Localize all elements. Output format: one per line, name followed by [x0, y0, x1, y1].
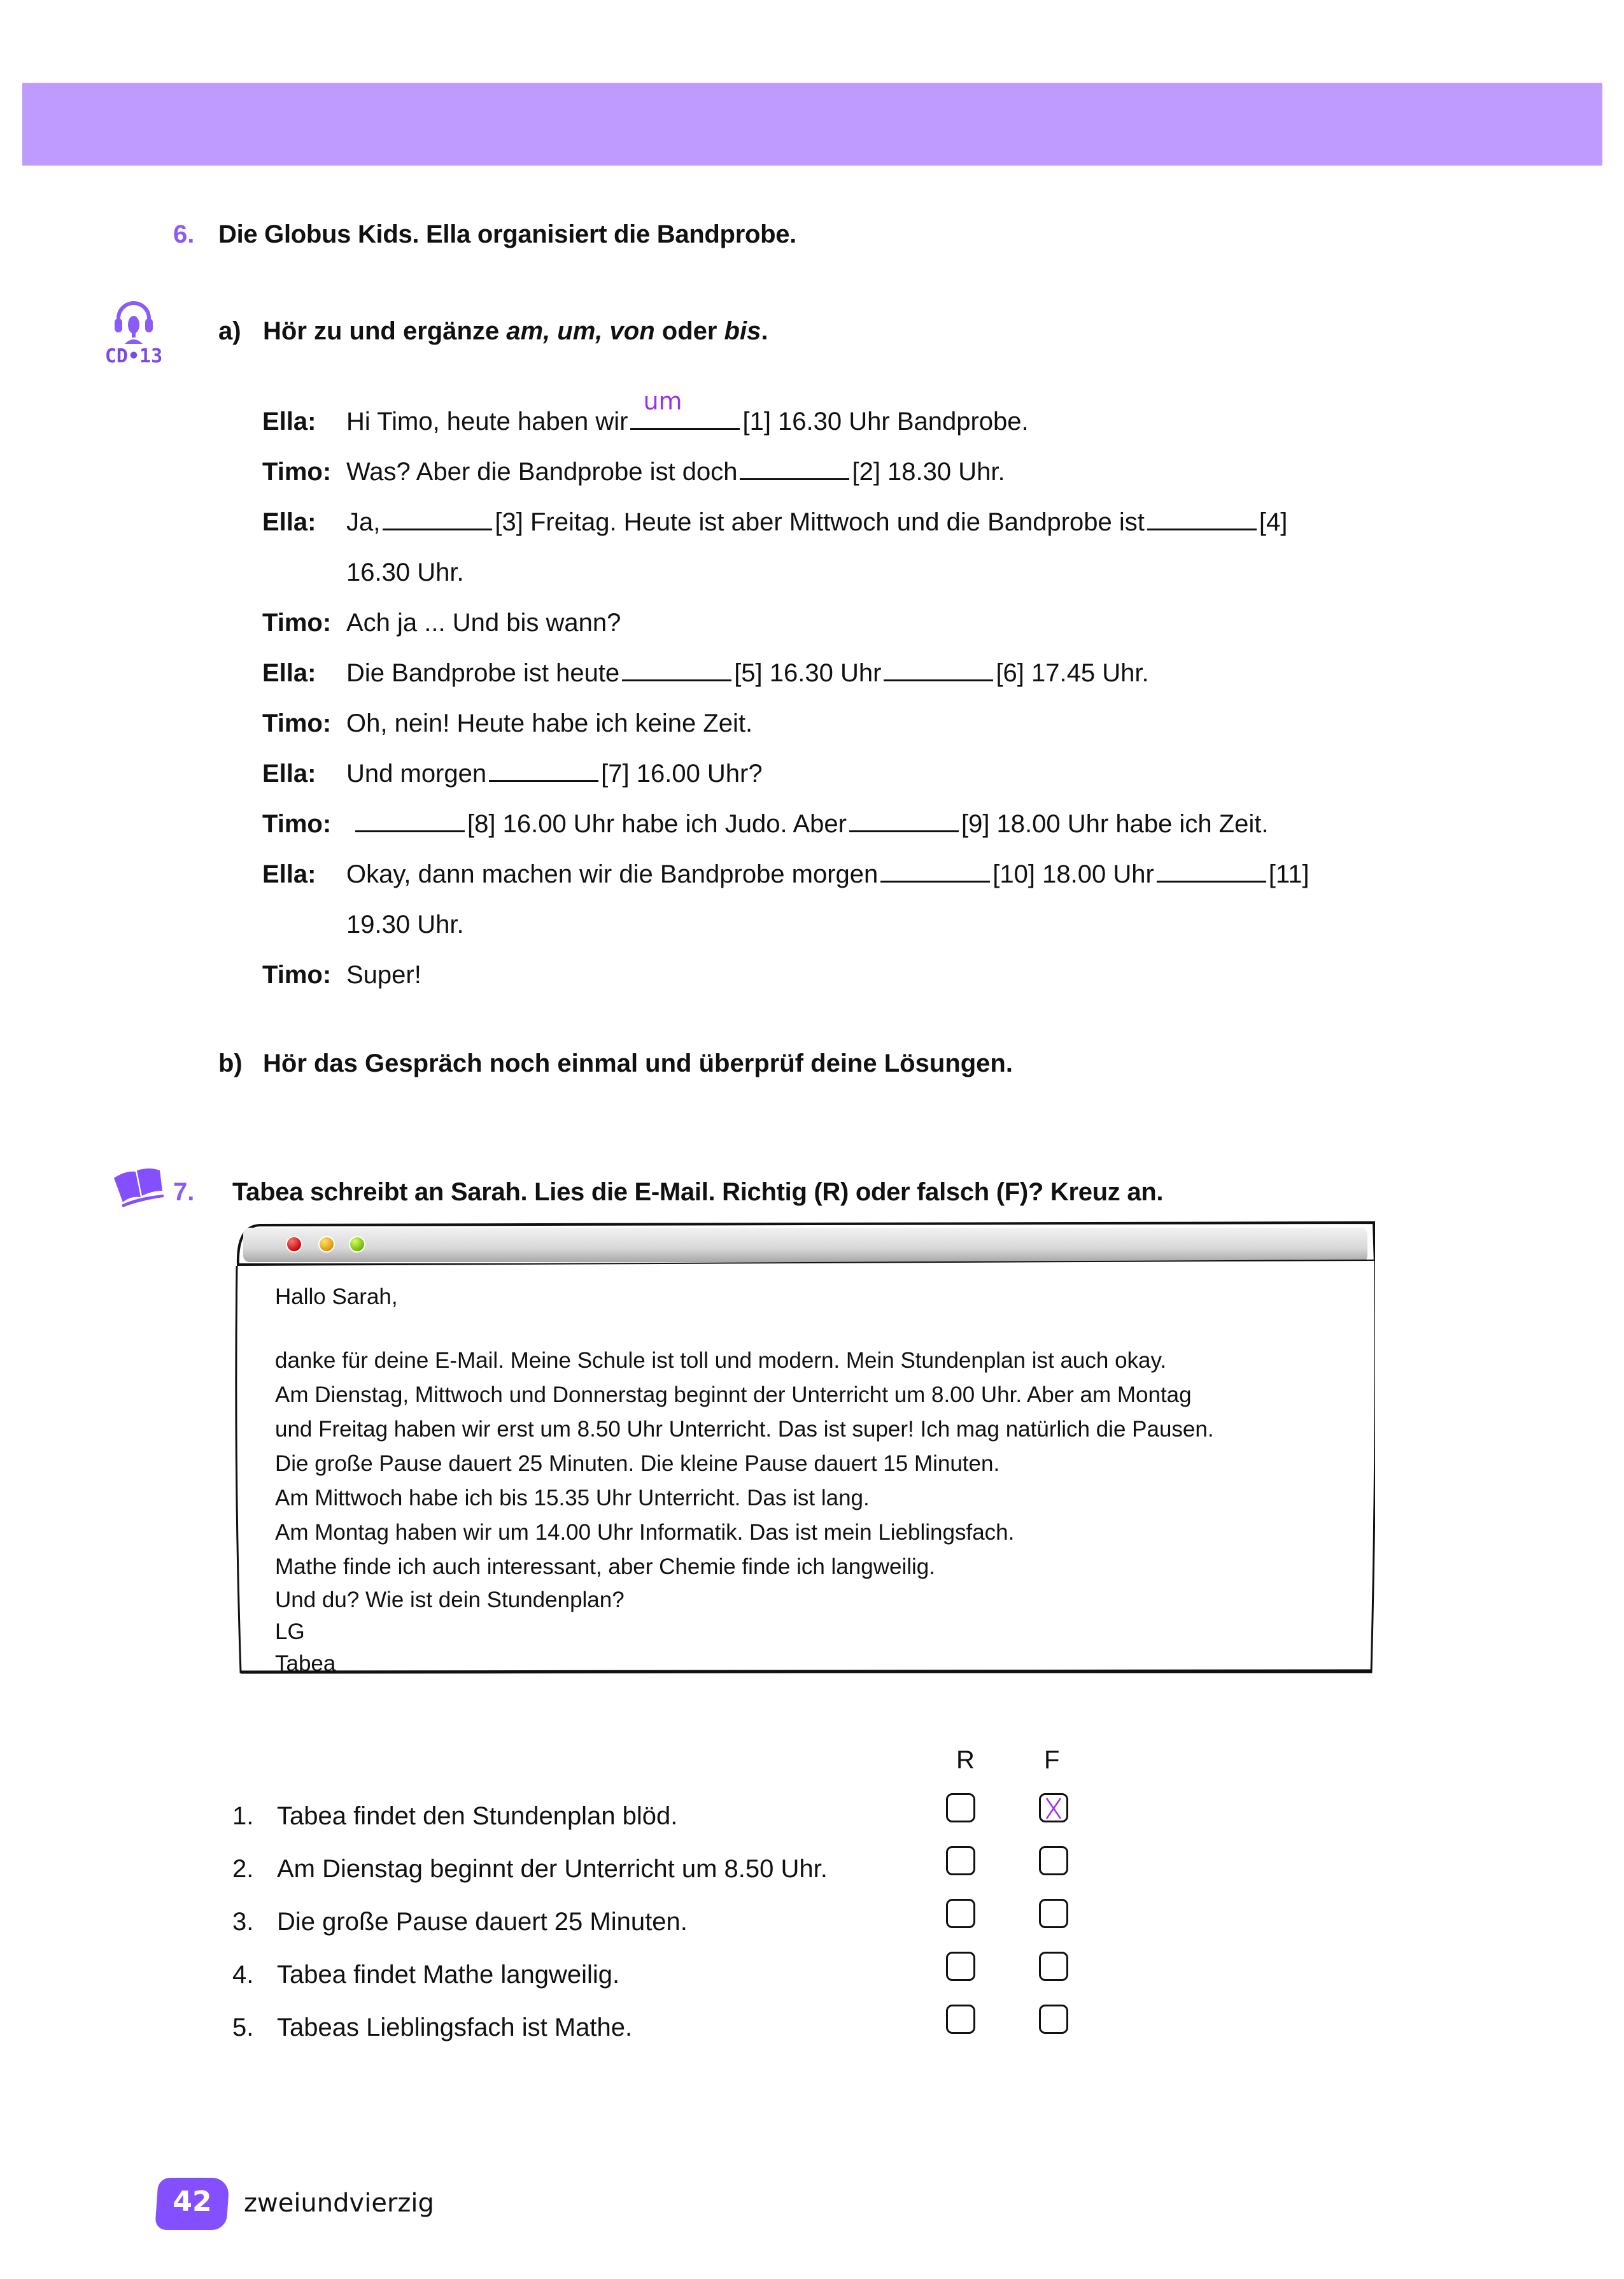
- utterance: Oh, nein! Heute habe ich keine Zeit.: [346, 709, 753, 737]
- statement-row: [232, 1855, 828, 1884]
- page-number-word: zweiundvierzig: [244, 2189, 434, 2218]
- speaker: Ella:: [262, 408, 316, 436]
- text: [9] 18.00 Uhr habe ich Zeit.: [961, 810, 1269, 838]
- statement-text: Tabea findet den Stundenplan blöd.: [277, 1802, 678, 1830]
- statement-text: Tabea findet Mathe langweilig.: [277, 1961, 620, 1989]
- column-header-falsch: F: [1044, 1746, 1060, 1774]
- gap-input-6[interactable]: [884, 660, 993, 681]
- text: [6] 17.45 Uhr.: [996, 659, 1149, 687]
- instruction-options: am, um, von: [506, 317, 655, 345]
- column-header-richtig: R: [956, 1746, 975, 1774]
- headphones-icon: [113, 299, 154, 345]
- gap-input-10[interactable]: [880, 862, 990, 883]
- exercise-6a-instruction: [218, 317, 768, 346]
- exercise-6-number: 6.: [173, 220, 195, 248]
- email-body: [275, 1280, 1214, 1680]
- statement-text: Die große Pause dauert 25 Minuten.: [277, 1908, 688, 1936]
- statement-number: 5.: [232, 2013, 254, 2041]
- email-window: [234, 1221, 1375, 1693]
- utterance: [346, 760, 763, 788]
- gap-input-7[interactable]: [489, 761, 598, 782]
- subtask-letter: b): [218, 1049, 243, 1077]
- checkbox-falsch[interactable]: [1039, 1899, 1068, 1928]
- email-line: Und du? Wie ist dein Stundenplan?: [275, 1587, 625, 1612]
- checkbox-richtig[interactable]: [946, 2005, 975, 2034]
- statement-row: [232, 1802, 677, 1831]
- exercise-6-title: Die Globus Kids. Ella organisiert die Bandprobe.: [218, 220, 796, 248]
- gap-input-9[interactable]: [849, 811, 959, 832]
- checkbox-falsch[interactable]: [1039, 1793, 1068, 1822]
- maximize-dot-icon: [350, 1237, 365, 1252]
- checkbox-richtig[interactable]: [946, 1899, 975, 1928]
- speaker: Ella:: [262, 659, 316, 687]
- utterance: [346, 458, 1005, 486]
- book-icon: [111, 1165, 165, 1207]
- page-number: 42: [173, 2185, 212, 2218]
- instruction-text: oder: [654, 317, 724, 345]
- email-line: danke für deine E-Mail. Meine Schule ist toll und modern. Mein Stundenplan ist auch okay.: [275, 1348, 1167, 1373]
- checkbox-falsch[interactable]: [1039, 1846, 1068, 1875]
- text: Die Bandprobe ist heute: [346, 659, 620, 687]
- header-bar: [22, 83, 1602, 166]
- text: [5] 16.30 Uhr: [734, 659, 882, 687]
- utterance: Super!: [346, 961, 421, 989]
- instruction-option: bis: [724, 317, 761, 345]
- checkbox-richtig[interactable]: [946, 1846, 975, 1875]
- gap-input-11[interactable]: [1157, 862, 1266, 883]
- text: Hi Timo, heute haben wir: [346, 408, 628, 436]
- utterance: 16.30 Uhr.: [346, 558, 464, 586]
- checkbox-falsch[interactable]: [1039, 1952, 1068, 1981]
- audio-track[interactable]: [95, 299, 172, 367]
- close-dot-icon: [286, 1237, 302, 1252]
- speaker: Timo:: [262, 458, 332, 486]
- speaker: Ella:: [262, 508, 316, 536]
- utterance: [353, 810, 1268, 839]
- statement-text: Am Dienstag beginnt der Unterricht um 8.50 Uhr.: [277, 1855, 828, 1883]
- text: [8] 16.00 Uhr habe ich Judo. Aber: [467, 810, 847, 838]
- exercise-7-title: Tabea schreibt an Sarah. Lies die E-Mail. Richtig (R) oder falsch (F)? Kreuz an.: [232, 1178, 1164, 1206]
- email-signature: Tabea: [275, 1651, 336, 1676]
- text: [2] 18.30 Uhr.: [852, 458, 1005, 486]
- statement-number: 1.: [232, 1802, 254, 1830]
- utterance: [346, 659, 1149, 688]
- statement-row: [232, 1961, 619, 1989]
- speaker: Timo:: [262, 709, 332, 737]
- email-line: Am Montag haben wir um 14.00 Uhr Informatik. Das ist mein Lieblingsfach.: [275, 1520, 1015, 1545]
- email-line: Am Mittwoch habe ich bis 15.35 Uhr Unterricht. Das ist lang.: [275, 1486, 870, 1510]
- text: Ja,: [346, 508, 381, 536]
- exercise-6b-instruction: [218, 1049, 1013, 1078]
- text: [10] 18.00 Uhr: [992, 860, 1154, 888]
- text: Okay, dann machen wir die Bandprobe morgen: [346, 860, 879, 888]
- text: Und morgen: [346, 760, 487, 788]
- gap-input-1[interactable]: [630, 387, 740, 430]
- email-line: Am Dienstag, Mittwoch und Donnerstag beginnt der Unterricht um 8.00 Uhr. Aber am Montag: [275, 1382, 1192, 1407]
- email-greeting: Hallo Sarah,: [275, 1284, 398, 1309]
- gap-input-3[interactable]: [383, 509, 492, 530]
- statement-row: [232, 2013, 632, 2042]
- statement-number: 3.: [232, 1908, 254, 1936]
- utterance: 19.30 Uhr.: [346, 911, 464, 939]
- minimize-dot-icon: [319, 1237, 334, 1252]
- instruction-text: Hör das Gespräch noch einmal und überprüf deine Lösungen.: [263, 1049, 1013, 1077]
- statement-text: Tabeas Lieblingsfach ist Mathe.: [277, 2013, 633, 2041]
- cross-mark-icon: [1045, 1797, 1063, 1820]
- checkbox-richtig[interactable]: [946, 1793, 975, 1822]
- statement-number: 4.: [232, 1961, 254, 1989]
- speaker: Timo:: [262, 810, 332, 838]
- gap-input-4[interactable]: [1147, 509, 1257, 530]
- speaker: Ella:: [262, 760, 316, 788]
- gap-input-5[interactable]: [622, 660, 731, 681]
- email-line: Mathe finde ich auch interessant, aber Chemie finde ich langweilig.: [275, 1554, 935, 1579]
- subtask-letter: a): [218, 317, 241, 345]
- checkbox-richtig[interactable]: [946, 1952, 975, 1981]
- exercise-7-number: 7.: [173, 1178, 195, 1206]
- email-line: und Freitag haben wir erst um 8.50 Uhr Unterricht. Das ist super! Ich mag natürlich die Pausen.: [275, 1417, 1214, 1442]
- gap-input-8[interactable]: [355, 811, 465, 832]
- statement-number: 2.: [232, 1855, 254, 1883]
- text: [4]: [1259, 508, 1288, 536]
- instruction-text: .: [761, 317, 768, 345]
- speaker: Timo:: [262, 609, 332, 637]
- checkbox-falsch[interactable]: [1039, 2005, 1068, 2034]
- text: [11]: [1268, 860, 1310, 888]
- gap-answer: um: [643, 387, 682, 415]
- speaker: Timo:: [262, 961, 332, 989]
- gap-input-2[interactable]: [740, 459, 849, 480]
- email-line: Die große Pause dauert 25 Minuten. Die kleine Pause dauert 15 Minuten.: [275, 1451, 1000, 1476]
- text: [1] 16.30 Uhr Bandprobe.: [742, 408, 1029, 436]
- text: [7] 16.00 Uhr?: [601, 760, 763, 788]
- utterance: [346, 508, 1287, 537]
- speaker: Ella:: [262, 860, 316, 888]
- text: [3] Freitag. Heute ist aber Mittwoch und die Bandprobe ist: [495, 508, 1145, 536]
- utterance: [346, 860, 1310, 889]
- instruction-text: Hör zu und ergänze: [263, 317, 507, 345]
- utterance: [346, 387, 1029, 436]
- email-signoff: LG: [275, 1619, 305, 1644]
- utterance: Ach ja ... Und bis wann?: [346, 609, 621, 637]
- cd-track-label: CD•13: [104, 345, 163, 367]
- statement-row: [232, 1908, 688, 1936]
- text: Was? Aber die Bandprobe ist doch: [346, 458, 738, 486]
